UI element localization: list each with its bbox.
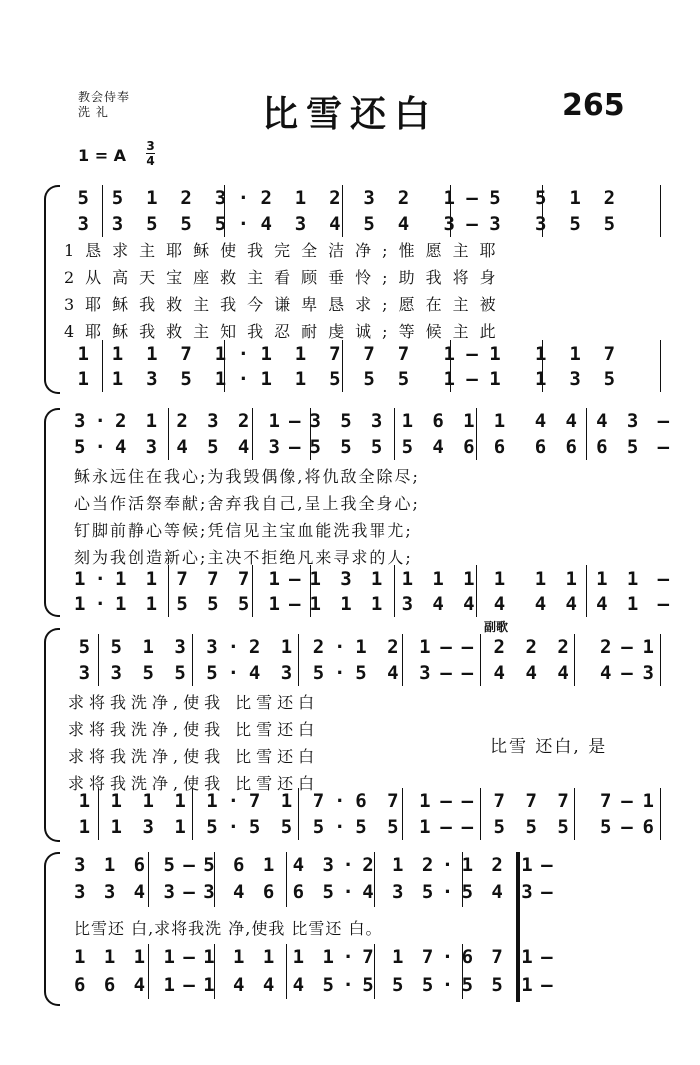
chorus-label: 副歌 [484,620,509,634]
barline [660,634,661,686]
soprano-line: 3 · 2 1 2 3 2 1 – 3 5 3 1 6 1 1 4 4 4 3 – [74,410,668,432]
verse-3: 3耶稣我救主我今谦卑恳求;愿在主被 [64,295,507,314]
barline [102,185,103,237]
barline [192,634,193,686]
bass-line: 1 1 3 1 5 · 5 5 5 · 5 5 1 – – 5 5 5 5 – 6 [68,816,654,838]
barline [574,634,575,686]
barline [286,852,287,907]
barline [450,185,451,237]
barline [660,340,661,392]
soprano-line: 5 5 1 2 3 · 2 1 2 3 2 1 – 5 5 1 2 [66,187,616,209]
barline [374,944,375,999]
verse-2: 求将我洗净,使我 比雪还白 [68,720,320,739]
alto-line: 5 · 4 3 4 5 4 3 – 5 5 5 5 4 6 6 6 6 6 5 – [74,436,668,458]
barline [148,852,149,907]
closing-lyric: 比雪还 白,求将我洗 净,使我 比雪还 白。 [74,919,383,938]
verse-1: 求将我洗净,使我 比雪还白 [68,693,320,712]
barline [402,634,403,686]
barline [542,340,543,392]
barline [298,788,299,840]
barline [462,852,463,907]
alto-line: 3 3 5 5 5 · 4 3 4 5 4 3 – 3 3 5 5 [66,213,616,235]
barline [224,185,225,237]
barline [168,565,169,617]
barline [660,788,661,840]
time-bottom: 4 [146,154,155,168]
barline [394,565,395,617]
soprano-line: 5 5 1 3 3 · 2 1 2 · 1 2 1 – – 2 2 2 2 – 1 [68,636,654,658]
barline [402,788,403,840]
barline [286,944,287,999]
verse-1: 稣永远住在我心;为我毁偶像,将仇敌全除尽; [74,467,420,486]
barline [574,788,575,840]
barline [168,408,169,460]
category-label [78,90,130,120]
barline [148,944,149,999]
barline [214,944,215,999]
category-line-2: 洗 礼 [78,105,109,119]
barline [98,788,99,840]
tenor-line: 1 1 1 7 1 · 1 1 7 7 7 1 – 1 1 1 7 [66,343,616,365]
verse-3: 求将我洗净,使我 比雪还白 [68,747,320,766]
verse-2: 心当作活祭奉献;舍弃我自己,呈上我全身心; [74,494,420,513]
tenor-line: 1 · 1 1 7 7 7 1 – 1 3 1 1 1 1 1 1 1 1 1 – [74,568,668,590]
verse-1: 1恳求主耶稣使我完全洁净;惟愿主耶 [64,241,507,260]
barline [342,340,343,392]
alto-line: 3 3 5 5 5 · 4 3 5 · 5 4 3 – – 4 4 4 4 – 3 [68,662,654,684]
verse-3: 钉脚前静心等候;凭信见主宝血能洗我罪尤; [74,521,413,540]
system-brace [44,628,60,842]
barline [310,565,311,617]
system-2 [44,408,668,618]
barline [660,185,661,237]
barline [586,408,587,460]
system-brace [44,408,60,617]
barline [342,185,343,237]
hymn-number: 265 [562,88,625,123]
hymn-title: 比雪还白 [262,93,439,135]
barline [252,565,253,617]
time-signature [146,140,155,167]
barline [480,788,481,840]
final-barline [516,852,520,1002]
verse-2: 2从高天宝座救主看顾垂怜;助我将身 [64,268,507,287]
barline [192,788,193,840]
barline [476,408,477,460]
barline [224,340,225,392]
verse-4: 4耶稣我救主知我忍耐虔诚;等候主此 [64,322,507,341]
system-4 [44,852,552,1002]
soprano-line: 3 1 6 5 – 5 6 1 4 3 · 2 1 2 · 1 2 1 – [74,854,552,876]
bass-line: 6 6 4 1 – 1 4 4 4 5 · 5 5 5 · 5 5 1 – [74,974,552,996]
category-line-1: 教会侍奉 [78,90,131,104]
barline [298,634,299,686]
bass-line: 1 · 1 1 5 5 5 1 – 1 1 1 3 4 4 4 4 4 4 1 – [74,593,668,615]
barline [102,340,103,392]
barline [462,944,463,999]
bass-line: 1 1 3 5 1 · 1 1 5 5 5 1 – 1 1 3 5 [66,368,616,390]
barline [98,634,99,686]
barline [214,852,215,907]
system-1 [44,185,664,395]
barline [542,185,543,237]
system-brace [44,185,60,394]
key-signature: 1 = A [78,146,127,165]
system-3 [44,620,664,843]
barline [476,565,477,617]
time-top: 3 [146,139,155,153]
verse-4: 刻为我创造新心;主决不拒绝凡来寻求的人; [74,548,413,567]
alto-line: 3 3 4 3 – 3 4 6 6 5 · 4 3 5 · 5 4 3 – [74,881,552,903]
barline [252,408,253,460]
barline [374,852,375,907]
barline [310,408,311,460]
tenor-line: 1 1 1 1 1 · 7 1 7 · 6 7 1 – – 7 7 7 7 – 1 [68,790,654,812]
barline [394,408,395,460]
tenor-line: 1 1 1 1 – 1 1 1 1 1 · 7 1 7 · 6 7 1 – [74,946,552,968]
barline [450,340,451,392]
verse-4: 求将我洗净,使我 比雪还白 [68,774,320,793]
barline [586,565,587,617]
chorus-side-lyric: 比雪 还白, 是 [490,737,608,757]
barline [480,634,481,686]
system-brace [44,852,60,1006]
